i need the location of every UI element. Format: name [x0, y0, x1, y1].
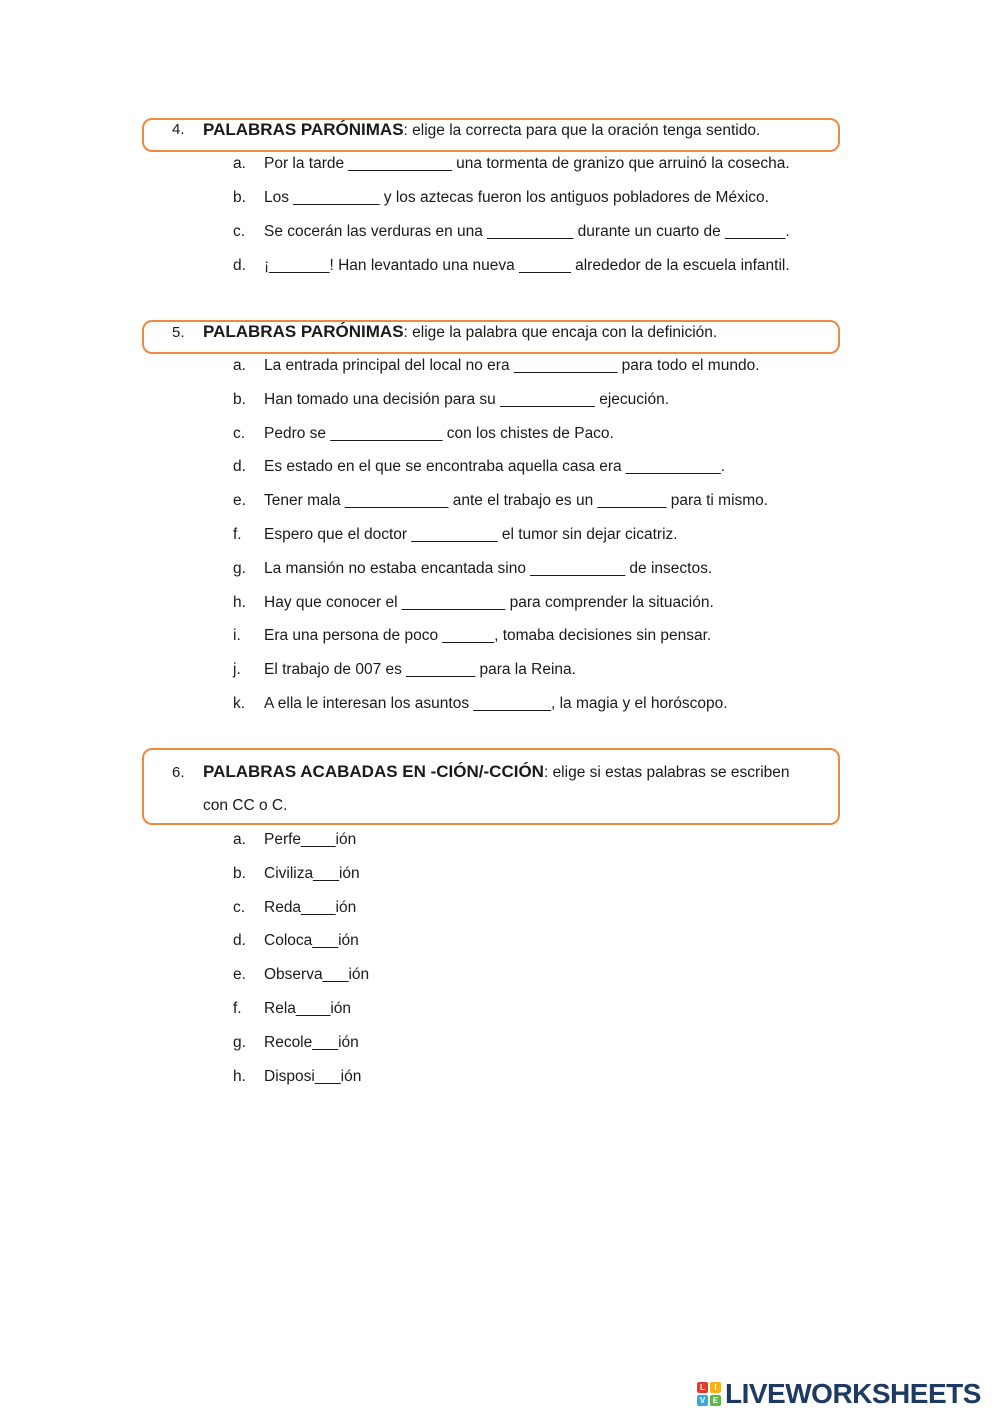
item-text: Los __________ y los aztecas fueron los antiguos pobladores de México. — [264, 189, 769, 206]
item-text: Es estado en el que se encontraba aquella casa era ___________. — [264, 458, 726, 476]
logo-block-i: I — [710, 1382, 721, 1393]
liveworksheets-logo-icon — [697, 1382, 721, 1406]
item-text: Disposi___ión — [264, 1067, 362, 1085]
item-letter: f. — [233, 526, 242, 543]
item-text: Hay que conocer el ____________ para comprender la situación. — [264, 593, 714, 611]
item-letter: h. — [233, 593, 246, 611]
section-6-heading — [203, 762, 790, 782]
item-letter: d. — [233, 932, 246, 950]
item-letter: i. — [233, 627, 241, 645]
section-4-heading — [203, 120, 760, 140]
item-letter: j. — [233, 661, 241, 679]
section-4-instruction: : elige la correcta para que la oración tenga sentido. — [403, 122, 761, 139]
section-4-title: PALABRAS PARÓNIMAS — [203, 120, 404, 139]
logo-block-l: L — [697, 1382, 708, 1393]
item-letter: a. — [233, 155, 246, 172]
item-letter: e. — [233, 492, 246, 510]
item-text: Espero que el doctor __________ el tumor sin dejar cicatriz. — [264, 526, 678, 543]
item-letter: h. — [233, 1067, 246, 1085]
item-letter: c. — [233, 424, 246, 442]
item-letter: b. — [233, 864, 246, 882]
item-letter: b. — [233, 390, 246, 408]
item-letter: g. — [233, 1033, 246, 1051]
section-4-number: 4. — [172, 121, 185, 138]
section-6-title: PALABRAS ACABADAS EN -CIÓN/-CCIÓN — [203, 762, 544, 781]
item-letter: b. — [233, 189, 246, 206]
item-letter: a. — [233, 357, 246, 374]
item-text: A ella le interesan los asuntos _________, la magia y el horóscopo. — [264, 695, 728, 712]
item-text: La mansión no estaba encantada sino ___________ de insectos. — [264, 559, 713, 577]
item-text: Coloca___ión — [264, 932, 359, 950]
section-6-number: 6. — [172, 764, 185, 781]
section-5-heading — [203, 322, 717, 342]
item-text: Tener mala ____________ ante el trabajo es un ________ para ti mismo. — [264, 492, 769, 510]
item-letter: f. — [233, 1000, 242, 1017]
item-letter: a. — [233, 831, 246, 848]
item-text: Era una persona de poco ______, tomaba decisiones sin pensar. — [264, 627, 712, 645]
item-text: Se cocerán las verduras en una __________ durante un cuarto de _______. — [264, 223, 790, 240]
item-letter: k. — [233, 695, 246, 712]
section-6-instruction-line2: con CC o C. — [203, 797, 288, 814]
item-text: Civiliza___ión — [264, 864, 360, 882]
item-text: ¡_______! Han levantado una nueva ______ alrededor de la escuela infantil. — [264, 257, 790, 274]
item-letter: d. — [233, 257, 246, 274]
item-text: Pedro se _____________ con los chistes de Paco. — [264, 424, 614, 442]
item-text: La entrada principal del local no era ____________ para todo el mundo. — [264, 357, 760, 374]
section-5-title: PALABRAS PARÓNIMAS — [203, 322, 404, 341]
section-6-instruction: : elige si estas palabras se escriben — [543, 764, 790, 781]
item-letter: c. — [233, 223, 246, 240]
item-text: Reda____ión — [264, 898, 357, 916]
section-5-number: 5. — [172, 324, 185, 341]
item-text: Rela____ión — [264, 1000, 352, 1017]
item-text: Por la tarde ____________ una tormenta de granizo que arruinó la cosecha. — [264, 155, 790, 172]
item-letter: d. — [233, 458, 246, 476]
item-text: Perfe____ión — [264, 831, 357, 848]
item-letter: g. — [233, 559, 246, 577]
item-letter: c. — [233, 898, 246, 916]
item-text: Han tomado una decisión para su ___________ ejecución. — [264, 390, 670, 408]
item-letter: e. — [233, 966, 246, 984]
item-text: Observa___ión — [264, 966, 370, 984]
section-5-instruction: : elige la palabra que encaja con la definición. — [403, 324, 718, 341]
logo-text: LIVEWORKSHEETS — [725, 1378, 981, 1409]
item-text: El trabajo de 007 es ________ para la Reina. — [264, 661, 576, 679]
logo-block-e: E — [710, 1395, 721, 1406]
logo-block-v: V — [697, 1395, 708, 1406]
item-text: Recole___ión — [264, 1033, 359, 1051]
liveworksheets-logo — [697, 1380, 981, 1408]
